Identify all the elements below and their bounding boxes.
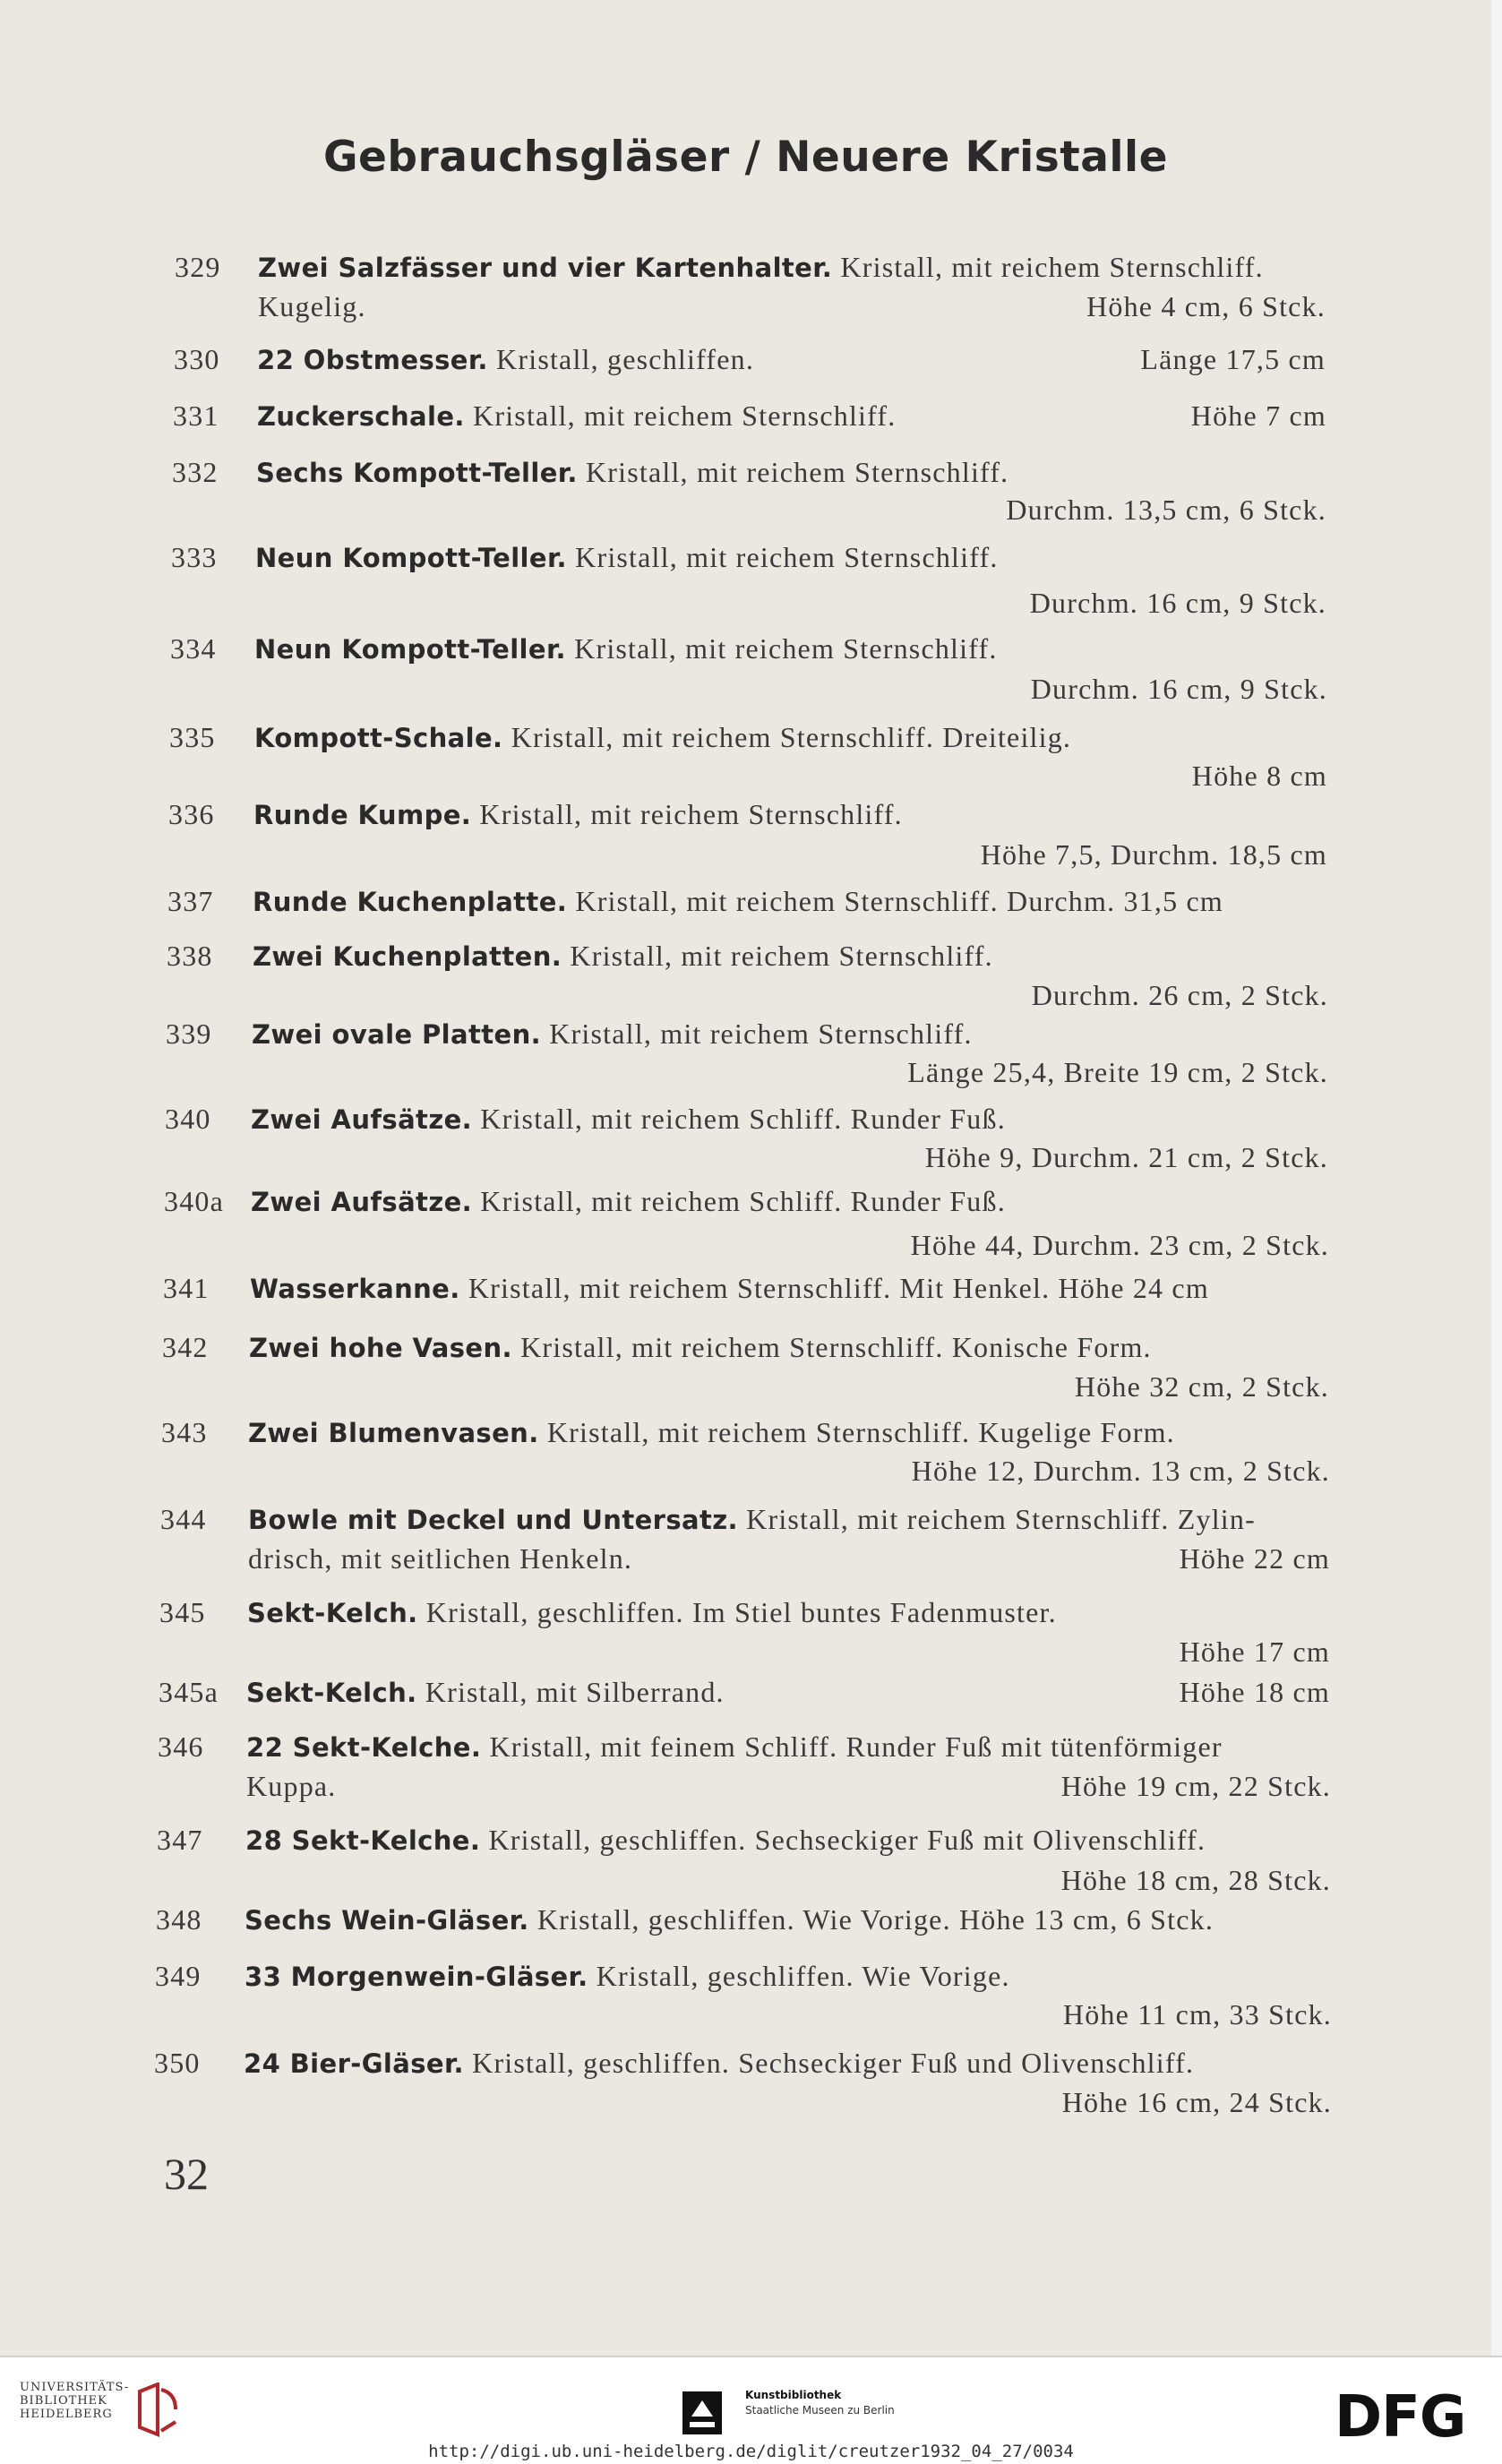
entry-number: 342 <box>162 1331 209 1363</box>
entry-measurements: Länge 17,5 cm <box>1140 343 1326 375</box>
entry-number: 337 <box>167 885 214 917</box>
entry-number: 345 <box>159 1596 206 1628</box>
entry-description: Kristall, mit reichem Sternschliff. <box>566 541 999 573</box>
entry-number: 348 <box>156 1903 202 1936</box>
entry-measurements: Höhe 7 cm <box>1190 399 1326 432</box>
university-library-logo[interactable] <box>20 2381 129 2421</box>
entry-measurements: Höhe 17 cm <box>1179 1636 1330 1668</box>
entry-name: Bowle mit Deckel und Untersatz. <box>248 1505 738 1535</box>
entry-description: Kristall, geschliffen. Sechseckiger Fuß mit Olivenschliff. <box>480 1824 1206 1856</box>
entry-number: 347 <box>157 1824 203 1856</box>
entry-description: Kristall, mit reichem Sternschliff. <box>577 456 1009 488</box>
entry-measurements: Höhe 18 cm, 28 Stck. <box>1060 1864 1331 1896</box>
entry-description: Kristall, mit reichem Sternschliff. <box>565 632 998 665</box>
entry-line <box>246 1730 1223 1764</box>
entry-name: Runde Kuchenplatte. <box>253 887 568 917</box>
entry-name: Zwei hohe Vasen. <box>249 1333 512 1363</box>
entry-number: 331 <box>173 399 219 432</box>
entry-line <box>248 1416 1175 1449</box>
entry-line <box>249 1331 1152 1364</box>
entry-line <box>245 1960 1010 1993</box>
entry-measurements: Durchm. 13,5 cm, 6 Stck. <box>1006 494 1326 526</box>
entry-measurements: Höhe 11 cm, 33 Stck. <box>1062 1998 1332 2030</box>
entry-description: Kristall, mit Silberrand. <box>416 1676 725 1708</box>
entry-measurements: Höhe 19 cm, 22 Stck. <box>1060 1770 1331 1802</box>
entry-measurements: Höhe 22 cm <box>1179 1542 1330 1575</box>
entry-measurements: Höhe 4 cm, 6 Stck. <box>1086 290 1326 322</box>
entry-line <box>253 798 903 831</box>
entry-number: 349 <box>155 1960 202 1992</box>
entry-continuation: Kugelig. <box>258 290 366 322</box>
entry-measurements: Höhe 12, Durchm. 13 cm, 2 Stck. <box>911 1455 1330 1487</box>
entry-line <box>251 1103 1006 1136</box>
kunstbibliothek-subtitle: Staatliche Museen zu Berlin <box>745 2404 895 2417</box>
entry-continuation: Kuppa. <box>246 1770 337 1802</box>
kunstbibliothek-name: Kunstbibliothek <box>745 2389 842 2401</box>
entry-name: Sekt-Kelch. <box>246 1678 417 1708</box>
entry-measurements: Höhe 7,5, Durchm. 18,5 cm <box>980 838 1327 871</box>
entry-description: Kristall, mit reichem Schliff. Runder Fuß. <box>472 1185 1006 1217</box>
entry-line <box>246 1676 725 1709</box>
entry-name: Kompott-Schale. <box>254 723 503 753</box>
entry-number: 335 <box>169 721 216 753</box>
entry-line <box>254 632 998 665</box>
entry-name: 22 Obstmesser. <box>257 345 488 375</box>
entry-description: Kristall, mit reichem Sternschliff. Konische Form. <box>511 1331 1152 1363</box>
entry-number: 330 <box>174 343 220 375</box>
entry-measurements: Höhe 16 cm, 24 Stck. <box>1061 2086 1332 2118</box>
entry-number: 334 <box>170 632 217 665</box>
entry-description: Kristall, mit reichem Sternschliff. Durchm. 31,5 cm <box>567 885 1223 917</box>
entry-description: Kristall, mit reichem Sternschliff. <box>464 399 897 432</box>
entry-description: Kristall, mit feinem Schliff. Runder Fuß mit tütenförmiger <box>481 1730 1223 1763</box>
entry-description: Kristall, mit reichem Sternschliff. <box>562 940 993 972</box>
entry-name: 24 Bier-Gläser. <box>244 2048 464 2079</box>
scan-edge <box>1491 0 1502 2356</box>
entry-name: Neun Kompott-Teller. <box>255 543 567 573</box>
entry-name: Zwei Salzfässer und vier Kartenhalter. <box>258 253 833 283</box>
kunstbibliothek-logo[interactable] <box>745 2387 895 2417</box>
entry-line <box>255 541 999 574</box>
entry-number: 345a <box>159 1676 219 1708</box>
entry-number: 339 <box>166 1017 212 1050</box>
entry-name: 33 Morgenwein-Gläser. <box>245 1962 588 1992</box>
entry-description: Kristall, geschliffen. <box>487 343 755 375</box>
entry-description: Kristall, geschliffen. Wie Vorige. <box>588 1960 1010 1992</box>
entry-name: Sekt-Kelch. <box>247 1598 418 1628</box>
entry-description: Kristall, geschliffen. Sechseckiger Fuß und Olivenschliff. <box>463 2047 1195 2079</box>
entry-line <box>248 1503 1256 1536</box>
university-emblem-icon <box>134 2382 181 2438</box>
entry-name: Sechs Wein-Gläser. <box>245 1905 529 1936</box>
dfg-logo[interactable]: DFG <box>1335 2384 1466 2451</box>
entry-description: Kristall, mit reichem Sternschliff. Zylin- <box>737 1503 1256 1535</box>
entry-name: Zwei Blumenvasen. <box>248 1418 539 1448</box>
page-number: 32 <box>164 2149 209 2199</box>
entry-name: Sechs Kompott-Teller. <box>256 458 578 488</box>
entry-name: Neun Kompott-Teller. <box>254 634 566 665</box>
entry-measurements: Länge 25,4, Breite 19 cm, 2 Stck. <box>907 1056 1328 1088</box>
entry-description: Kristall, geschliffen. Wie Vorige. Höhe 13 cm, 6 Stck. <box>528 1903 1214 1936</box>
entry-line <box>253 885 1223 918</box>
entry-description: Kristall, mit reichem Sternschliff. <box>832 251 1264 283</box>
entry-line <box>257 399 896 433</box>
entry-description: Kristall, mit reichem Sternschliff. Mit Henkel. Höhe 24 cm <box>459 1272 1209 1304</box>
entry-description: Kristall, mit reichem Sternschliff. Kugelige Form. <box>538 1416 1175 1448</box>
entry-number: 344 <box>160 1503 207 1535</box>
entry-description: Kristall, geschliffen. Im Stiel buntes Fadenmuster. <box>417 1596 1057 1628</box>
entry-line <box>256 456 1008 489</box>
entry-number: 340 <box>165 1103 211 1135</box>
entry-name: Zuckerschale. <box>257 401 465 432</box>
entry-measurements: Höhe 32 cm, 2 Stck. <box>1074 1370 1329 1403</box>
entry-number: 341 <box>163 1272 210 1304</box>
entry-line <box>245 1903 1214 1936</box>
entry-measurements: Höhe 18 cm <box>1179 1676 1330 1708</box>
entry-line <box>250 1272 1209 1305</box>
entry-line <box>244 2047 1194 2080</box>
entry-measurements: Durchm. 16 cm, 9 Stck. <box>1030 673 1327 705</box>
entry-measurements: Durchm. 26 cm, 2 Stck. <box>1031 979 1328 1011</box>
entry-name: Zwei Aufsätze. <box>251 1104 473 1135</box>
entry-number: 338 <box>167 940 213 972</box>
entry-continuation: drisch, mit seitlichen Henkeln. <box>248 1542 633 1575</box>
kunstbibliothek-icon <box>682 2391 722 2434</box>
entry-line <box>252 1017 973 1051</box>
entry-line <box>257 343 754 376</box>
entry-name: Runde Kumpe. <box>253 800 472 830</box>
entry-name: Wasserkanne. <box>250 1274 460 1304</box>
entry-number: 333 <box>171 541 218 573</box>
entry-description: Kristall, mit reichem Sternschliff. <box>541 1017 973 1050</box>
entry-line <box>258 251 1264 284</box>
entry-measurements: Durchm. 16 cm, 9 Stck. <box>1029 587 1326 619</box>
entry-number: 336 <box>168 798 215 830</box>
entry-line <box>245 1824 1206 1857</box>
university-logo-line: HEIDELBERG <box>20 2408 113 2421</box>
entry-number: 343 <box>161 1416 208 1448</box>
entry-measurements: Höhe 9, Durchm. 21 cm, 2 Stck. <box>924 1141 1328 1173</box>
entry-description: Kristall, mit reichem Sternschliff. Dreiteilig. <box>502 721 1072 753</box>
source-url-link[interactable]: http://digi.ub.uni-heidelberg.de/diglit/creutzer1932_04_27/0034 <box>428 2442 1074 2461</box>
entry-measurements: Höhe 8 cm <box>1191 760 1327 792</box>
entry-description: Kristall, mit reichem Schliff. Runder Fuß. <box>472 1103 1006 1135</box>
entry-measurements: Höhe 44, Durchm. 23 cm, 2 Stck. <box>910 1229 1329 1261</box>
page-title: Gebrauchsgläser / Neuere Kristalle <box>322 133 1169 182</box>
university-logo-line: UNIVERSITÄTS- <box>20 2381 130 2394</box>
entry-number: 346 <box>158 1730 204 1763</box>
entry-name: 22 Sekt-Kelche. <box>246 1732 482 1763</box>
entry-line <box>247 1596 1057 1629</box>
entry-name: 28 Sekt-Kelche. <box>245 1825 481 1856</box>
university-logo-line: BIBLIOTHEK <box>20 2394 107 2408</box>
entry-line <box>251 1185 1006 1218</box>
entry-name: Zwei Kuchenplatten. <box>253 941 562 972</box>
footer-divider <box>0 2356 1502 2357</box>
entry-number: 340a <box>164 1185 225 1217</box>
entry-number: 329 <box>175 251 221 283</box>
entry-line <box>254 721 1071 754</box>
entry-number: 350 <box>154 2047 201 2079</box>
footer <box>0 2356 1502 2464</box>
entry-name: Zwei Aufsätze. <box>251 1187 473 1217</box>
entry-number: 332 <box>172 456 219 488</box>
entry-line <box>253 940 993 973</box>
entry-name: Zwei ovale Platten. <box>252 1019 542 1050</box>
entry-description: Kristall, mit reichem Sternschliff. <box>471 798 903 830</box>
